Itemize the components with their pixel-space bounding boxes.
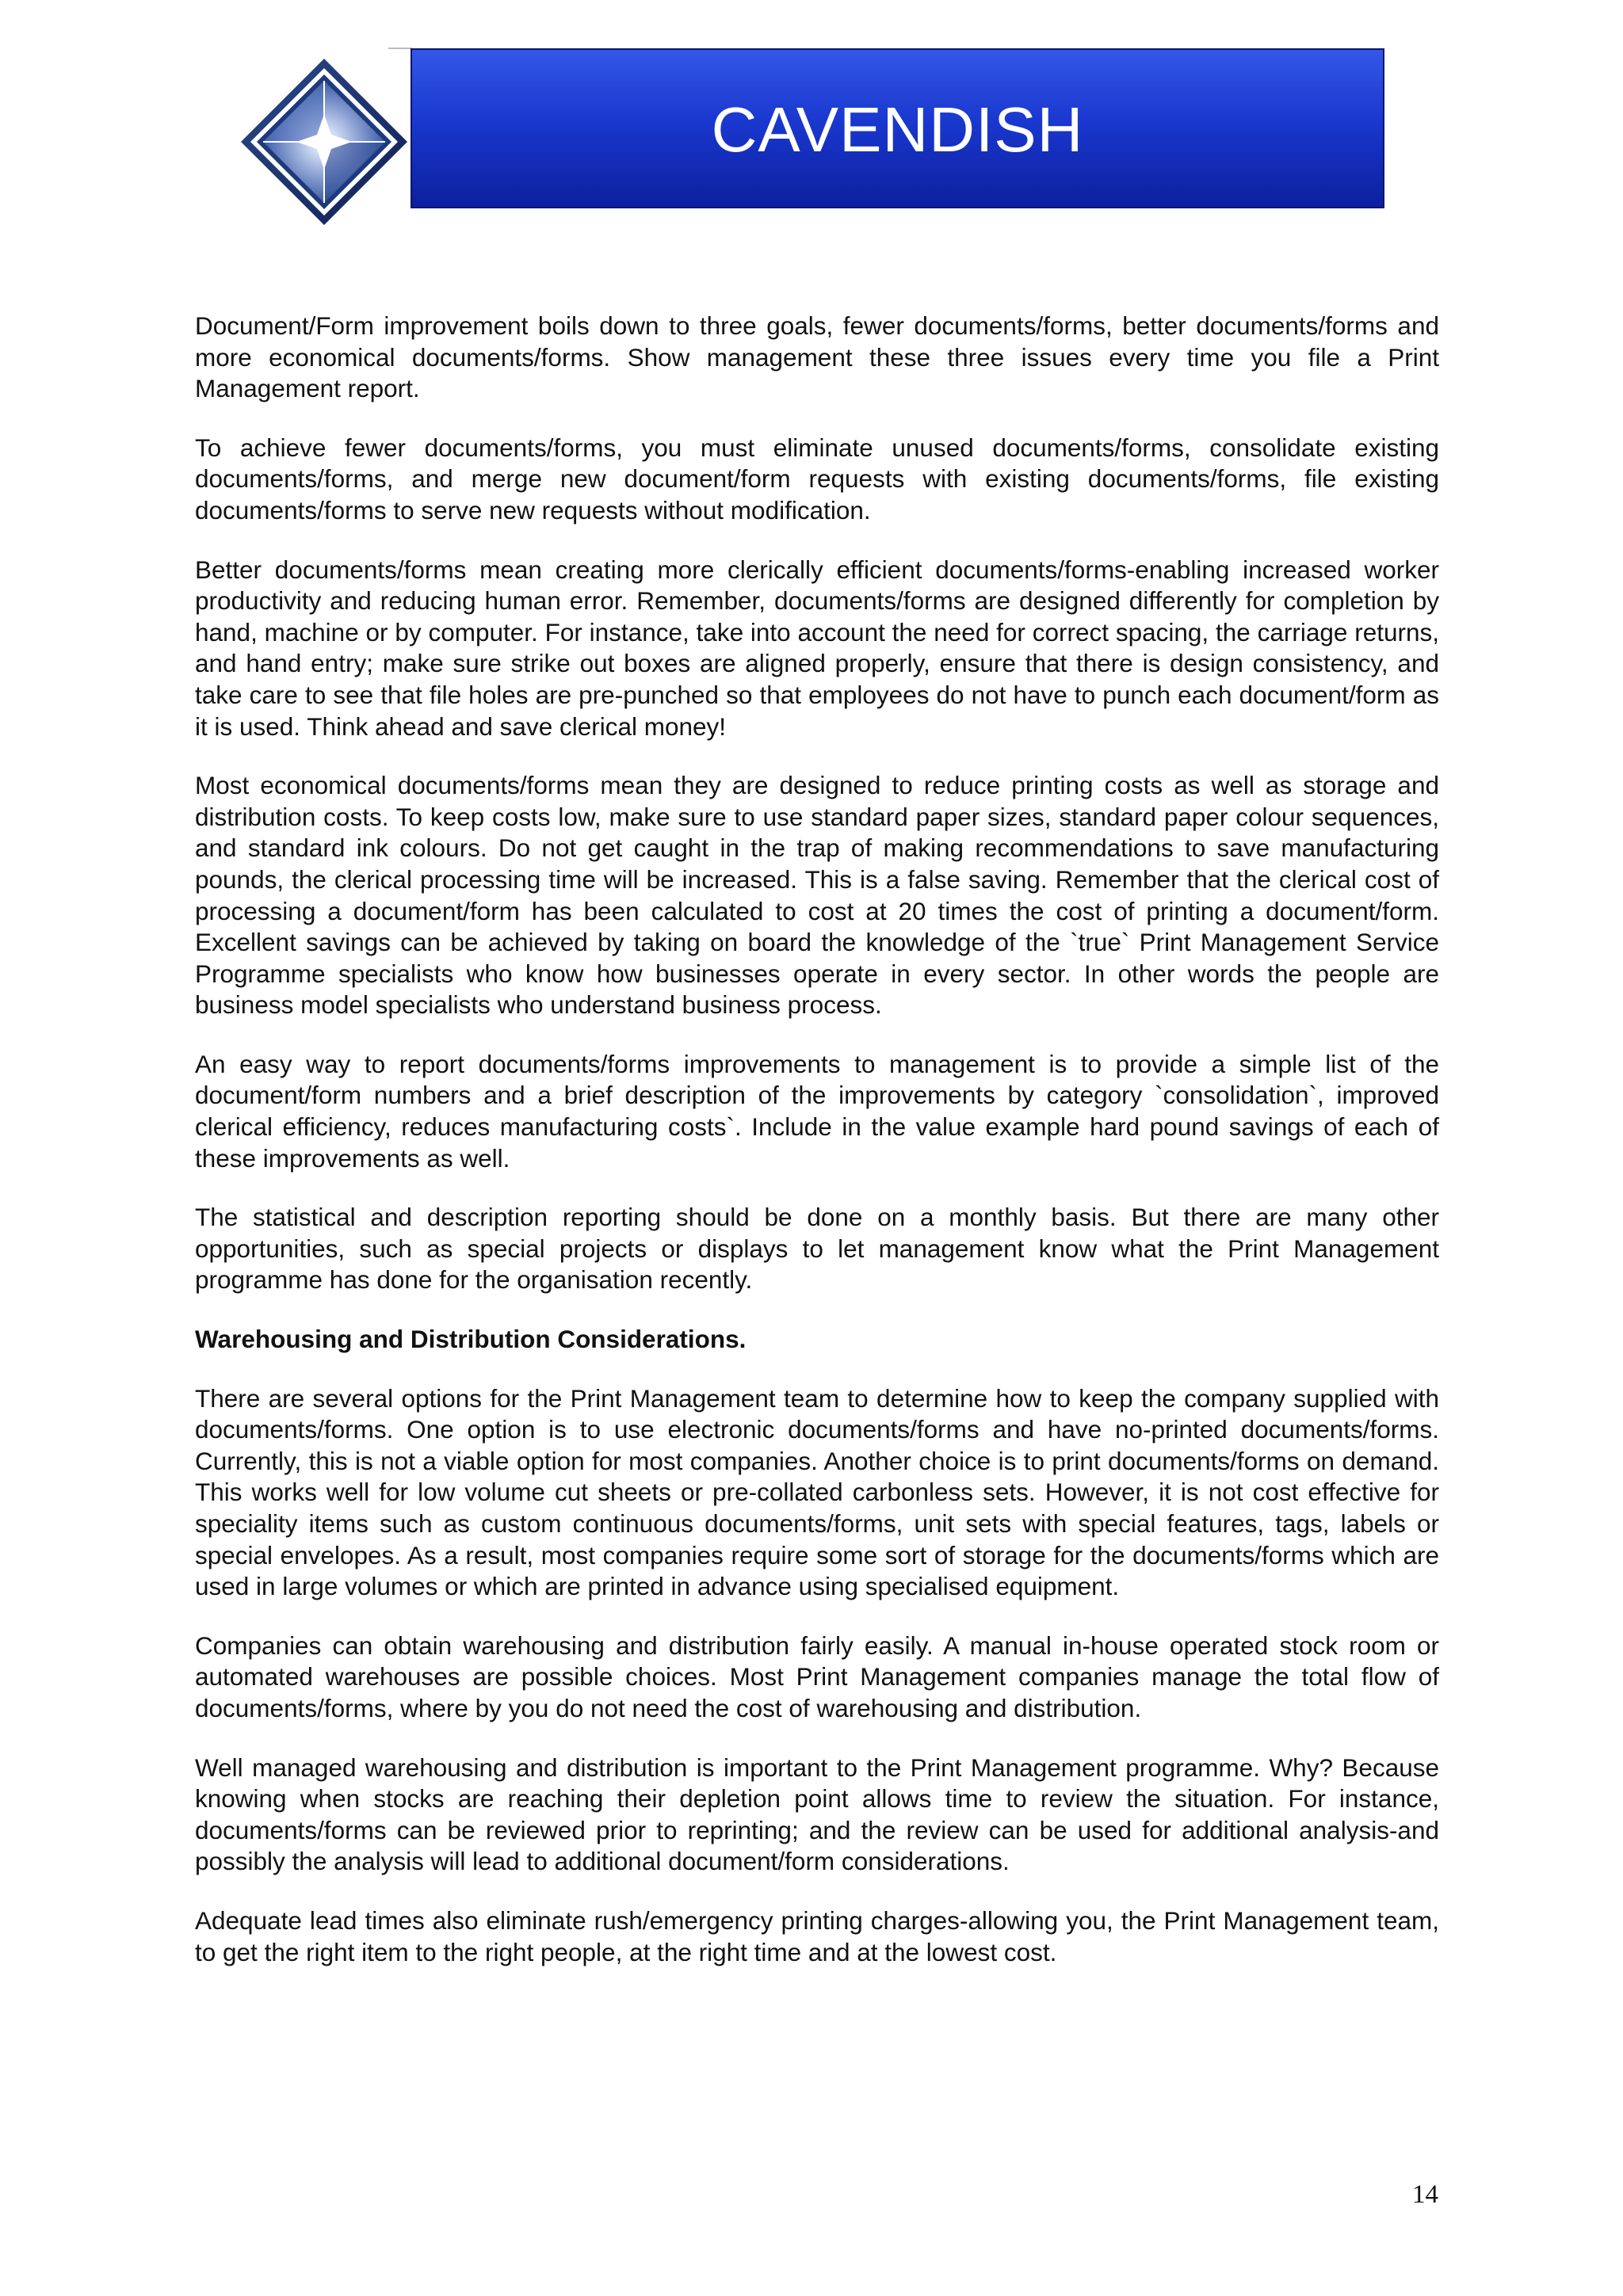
brand-title: CAVENDISH	[711, 94, 1084, 165]
header-banner	[411, 48, 1384, 208]
paragraph: The statistical and description reporting should be done on a monthly basis. But there are many other opportunities, such as special projects or displays to let management know what the Print Management programme has done for the organisation recently.	[195, 1203, 1439, 1295]
paragraph: There are several options for the Print Management team to determine how to keep the company supplied with documents/forms. One option is to use electronic documents/forms and have no-printed documents/forms. Currently, this is not a viable option for most companies. Another choice is to print documents/forms on demand. This works well for low volume cut sheets or pre-collated carbonless sets. However, it is not cost effective for speciality items such as custom continuous documents/forms, unit sets with special features, tags, labels or special envelopes. As a result, most companies require some sort of storage for the documents/forms which are used in large volumes or which are printed in advance using specialised equipment.	[195, 1383, 1439, 1601]
page-number: 14	[1412, 2180, 1438, 2209]
paragraph: An easy way to report documents/forms improvements to management is to provide a simple list of the document/form numbers and a brief description of the improvements by category `consolidation`, improved clerical efficiency, reduces manufacturing costs`. Include in the value example hard pound savings of each of these improvements as well.	[195, 1049, 1439, 1173]
paragraph: Adequate lead times also eliminate rush/emergency printing charges-allowing you, the Print Management team, to get the right item to the right people, at the right time and at the lowest cost.	[195, 1905, 1439, 1966]
paragraph: Document/Form improvement boils down to three goals, fewer documents/forms, better documents/forms and more economical documents/forms. Show management these three issues every time you file a Print Management report.	[195, 311, 1439, 403]
cavendish-logo-icon	[239, 57, 409, 227]
paragraph: Most economical documents/forms mean they are designed to reduce printing costs as well as storage and distribution costs. To keep costs low, make sure to use standard paper sizes, standard paper colour sequences, and standard ink colours. Do not get caught in the trap of making recommendations to save manufacturing pounds, the clerical processing time will be increased. This is a false saving. Remember that the clerical cost of processing a document/form has been calculated to cost at 20 times the cost of printing a document/form. Excellent savings can be achieved by taking on board the knowledge of the `true` Print Management Service Programme specialists who know how businesses operate in every sector. In other words the people are business model specialists who understand business process.	[195, 771, 1439, 1020]
paragraph: Well managed warehousing and distribution is important to the Print Management programme. Why? Because knowing when stocks are reaching their depletion point allows time to review the situation. For instance, documents/forms can be reviewed prior to reprinting; and the review can be used for additional analysis-and possibly the analysis will lead to additional document/form considerations.	[195, 1753, 1439, 1876]
document-body	[195, 311, 1439, 1996]
paragraph: Companies can obtain warehousing and distribution fairly easily. A manual in-house operated stock room or automated warehouses are possible choices. Most Print Management companies manage the total flow of documents/forms, where by you do not need the cost of warehousing and distribution.	[195, 1630, 1439, 1722]
header-rule	[388, 48, 412, 49]
paragraph: Better documents/forms mean creating more clerically efficient documents/forms-enabling increased worker productivity and reducing human error. Remember, documents/forms are designed differently for completion by hand, machine or by computer. For instance, take into account the need for correct spacing, the carriage returns, and hand entry; make sure strike out boxes are aligned properly, ensure that there is design consistency, and take care to see that file holes are pre-punched so that employees do not have to punch each document/form as it is used. Think ahead and save clerical money!	[195, 555, 1439, 741]
paragraph: To achieve fewer documents/forms, you must eliminate unused documents/forms, consolidate existing documents/forms, and merge new document/form requests with existing documents/forms, file existing documents/forms to serve new requests without modification.	[195, 433, 1439, 524]
section-heading: Warehousing and Distribution Considerations.	[195, 1325, 747, 1354]
